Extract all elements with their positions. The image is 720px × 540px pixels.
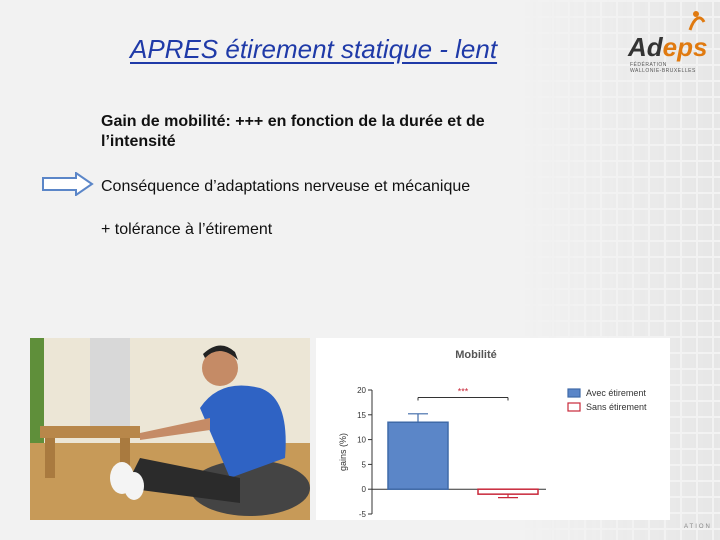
- tolerance-text: + tolérance à l’étirement: [101, 221, 273, 238]
- consequence-text: Conséquence d’adaptations nerveuse et mécanique: [101, 178, 471, 195]
- logo-wordmark: Adeps: [628, 32, 708, 62]
- footer-fragment: ATION: [684, 524, 712, 530]
- adeps-logo: [620, 14, 710, 74]
- y-tick-label: -5: [358, 510, 366, 519]
- legend-swatch: [568, 389, 580, 397]
- chart-svg: [316, 338, 670, 520]
- logo-subtitle: FÉDÉRATION WALLONIE-BRUXELLES: [630, 62, 696, 74]
- y-axis-label: gains (%): [338, 432, 348, 472]
- legend-label: Sans étirement: [586, 402, 647, 412]
- legend-label: Avec étirement: [586, 388, 646, 398]
- significance-label: ***: [457, 386, 469, 397]
- y-tick-label: 10: [357, 435, 366, 445]
- chart-title: Mobilité: [455, 349, 497, 361]
- mobility-chart: [316, 338, 670, 520]
- y-tick-label: 15: [357, 410, 366, 420]
- bar-sans: [478, 489, 538, 494]
- right-arrow-icon: [42, 172, 94, 196]
- bar-avec: [388, 422, 448, 489]
- y-tick-label: 20: [357, 386, 366, 395]
- legend-swatch: [568, 403, 580, 411]
- stretching-photo: [30, 338, 310, 520]
- y-tick-label: 0: [361, 485, 366, 495]
- gain-text: Gain de mobilité: +++ en fonction de la durée et de l’intensité: [101, 113, 485, 150]
- y-tick-label: 5: [361, 460, 366, 470]
- slide-title: APRES étirement statique - lent: [130, 34, 498, 64]
